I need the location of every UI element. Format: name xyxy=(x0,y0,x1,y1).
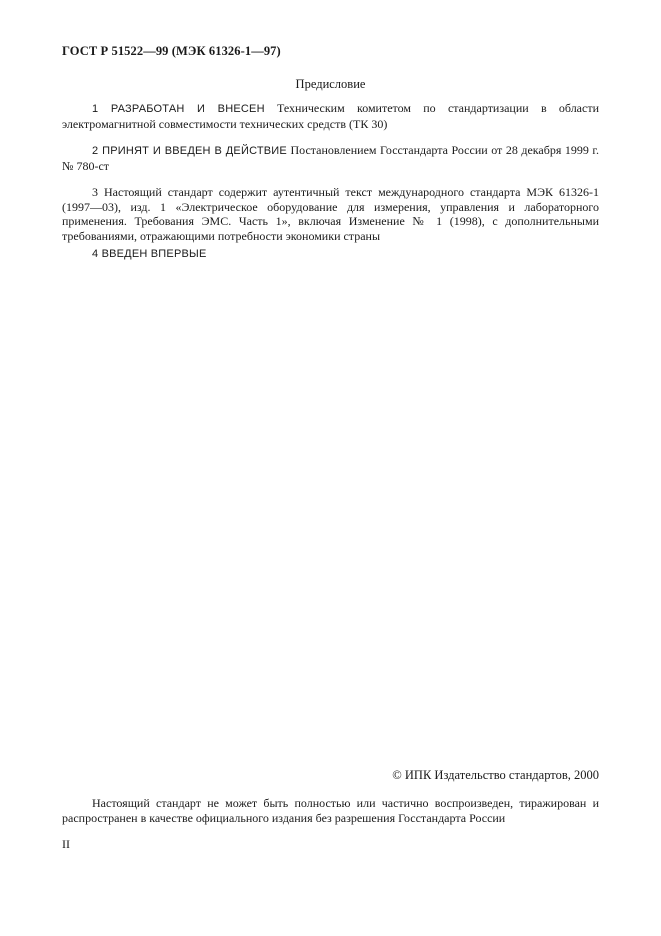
copyright-line: © ИПК Издательство стандартов, 2000 xyxy=(392,768,599,782)
preface-item-2-text: Постановлением Госстандарта России от 28 декабря 1999 г. № 780-ст xyxy=(62,143,599,173)
preface-item-2 xyxy=(62,143,599,173)
preface-title: Предисловие xyxy=(295,77,366,91)
preface-item-4-lead: 4 ВВЕДЕН ВПЕРВЫЕ xyxy=(92,248,207,260)
preface-item-2-lead: 2 ПРИНЯТ И ВВЕДЕН В ДЕЙСТВИЕ xyxy=(92,145,287,157)
preface-item-1-text: Техническим комитетом по стандартизации в области электромагнитной совместимости технических средств (ТК 30) xyxy=(62,101,599,131)
page-number: II xyxy=(62,837,70,851)
preface-item-1-lead: 1 РАЗРАБОТАН И ВНЕСЕН xyxy=(92,103,265,115)
preface-item-4 xyxy=(62,246,599,262)
preface-item-1 xyxy=(62,101,599,131)
preface-item-3-text: 3 Настоящий стандарт содержит аутентичный текст международного стандарта МЭК 61326-1 (1997—03), изд. 1 «Электрическое оборудование для измерения, управления и лабораторного применения. Требования ЭМС. Часть 1», включая Изменение № 1 (1998), с дополнительными требованиями, отражающими потребности экономики страны xyxy=(62,185,599,243)
standard-code-header: ГОСТ Р 51522—99 (МЭК 61326-1—97) xyxy=(62,44,281,58)
preface-item-3 xyxy=(62,185,599,243)
reproduction-notice: Настоящий стандарт не может быть полностью или частично воспроизведен, тиражирован и распространен в качестве официального издания без разрешения Госстандарта России xyxy=(62,796,599,825)
